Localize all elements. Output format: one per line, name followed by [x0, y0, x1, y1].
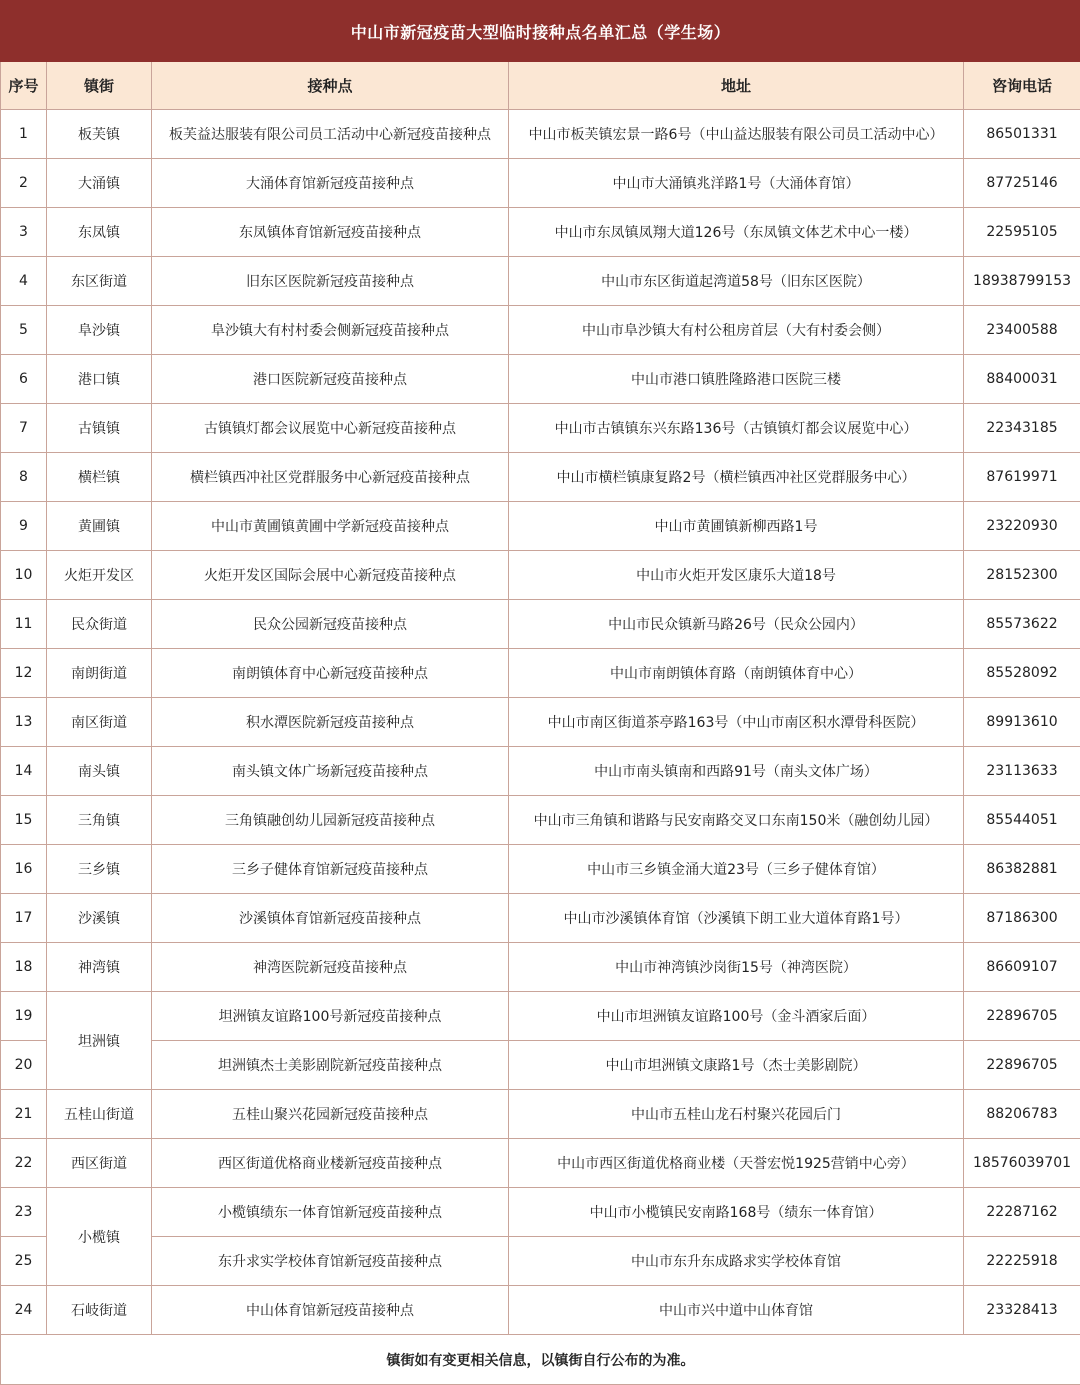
cell-seq: 19	[1, 992, 47, 1041]
cell-site: 沙溪镇体育馆新冠疫苗接种点	[152, 894, 509, 943]
cell-town: 五桂山街道	[47, 1090, 152, 1139]
cell-site: 坦洲镇杰士美影剧院新冠疫苗接种点	[152, 1041, 509, 1090]
cell-town: 东区街道	[47, 257, 152, 306]
cell-site: 三乡子健体育馆新冠疫苗接种点	[152, 845, 509, 894]
cell-seq: 13	[1, 698, 47, 747]
cell-site: 坦洲镇友谊路100号新冠疫苗接种点	[152, 992, 509, 1041]
cell-phone: 23220930	[964, 502, 1080, 551]
cell-seq: 2	[1, 159, 47, 208]
table-row	[1, 1286, 1080, 1335]
cell-seq: 21	[1, 1090, 47, 1139]
cell-seq: 1	[1, 110, 47, 159]
cell-town: 南区街道	[47, 698, 152, 747]
cell-site: 横栏镇西冲社区党群服务中心新冠疫苗接种点	[152, 453, 509, 502]
cell-town: 大涌镇	[47, 159, 152, 208]
table-row	[1, 1090, 1080, 1139]
cell-address: 中山市南头镇南和西路91号（南头文体广场）	[509, 747, 964, 796]
cell-site: 中山体育馆新冠疫苗接种点	[152, 1286, 509, 1335]
cell-address: 中山市三角镇和谐路与民安南路交叉口东南150米（融创幼儿园）	[509, 796, 964, 845]
cell-seq: 8	[1, 453, 47, 502]
table-row	[1, 404, 1080, 453]
header-town: 镇街	[47, 62, 152, 110]
cell-town: 东凤镇	[47, 208, 152, 257]
cell-town: 三角镇	[47, 796, 152, 845]
cell-town: 板芙镇	[47, 110, 152, 159]
cell-site: 大涌体育馆新冠疫苗接种点	[152, 159, 509, 208]
cell-town: 三乡镇	[47, 845, 152, 894]
table-row	[1, 159, 1080, 208]
cell-seq: 16	[1, 845, 47, 894]
cell-phone: 22896705	[964, 992, 1080, 1041]
cell-phone: 18576039701	[964, 1139, 1080, 1188]
cell-phone: 22595105	[964, 208, 1080, 257]
table-row	[1, 992, 1080, 1041]
cell-address: 中山市港口镇胜隆路港口医院三楼	[509, 355, 964, 404]
header-address: 地址	[509, 62, 964, 110]
cell-seq: 25	[1, 1237, 47, 1286]
cell-site: 三角镇融创幼儿园新冠疫苗接种点	[152, 796, 509, 845]
cell-seq: 7	[1, 404, 47, 453]
cell-town: 火炬开发区	[47, 551, 152, 600]
cell-address: 中山市西区街道优格商业楼（天誉宏悦1925营销中心旁）	[509, 1139, 964, 1188]
cell-site: 五桂山聚兴花园新冠疫苗接种点	[152, 1090, 509, 1139]
table-row	[1, 551, 1080, 600]
cell-phone: 22225918	[964, 1237, 1080, 1286]
table-row	[1, 208, 1080, 257]
cell-address: 中山市古镇镇东兴东路136号（古镇镇灯都会议展览中心）	[509, 404, 964, 453]
table-row	[1, 306, 1080, 355]
cell-site: 火炬开发区国际会展中心新冠疫苗接种点	[152, 551, 509, 600]
cell-seq: 10	[1, 551, 47, 600]
cell-site: 积水潭医院新冠疫苗接种点	[152, 698, 509, 747]
cell-address: 中山市大涌镇兆洋路1号（大涌体育馆）	[509, 159, 964, 208]
cell-address: 中山市五桂山龙石村聚兴花园后门	[509, 1090, 964, 1139]
cell-site: 南头镇文体广场新冠疫苗接种点	[152, 747, 509, 796]
cell-seq: 14	[1, 747, 47, 796]
cell-phone: 86609107	[964, 943, 1080, 992]
cell-address: 中山市神湾镇沙岗街15号（神湾医院）	[509, 943, 964, 992]
cell-address: 中山市沙溪镇体育馆（沙溪镇下朗工业大道体育路1号）	[509, 894, 964, 943]
table-title: 中山市新冠疫苗大型临时接种点名单汇总（学生场）	[1, 1, 1080, 62]
cell-town: 民众街道	[47, 600, 152, 649]
footer-note: 镇街如有变更相关信息，以镇街自行公布的为准。	[1, 1335, 1080, 1385]
cell-address: 中山市东区街道起湾道58号（旧东区医院）	[509, 257, 964, 306]
table-row	[1, 1041, 1080, 1090]
table-row	[1, 453, 1080, 502]
cell-seq: 15	[1, 796, 47, 845]
cell-town: 南头镇	[47, 747, 152, 796]
cell-seq: 17	[1, 894, 47, 943]
cell-address: 中山市横栏镇康复路2号（横栏镇西冲社区党群服务中心）	[509, 453, 964, 502]
table-row	[1, 355, 1080, 404]
cell-phone: 89913610	[964, 698, 1080, 747]
table-row	[1, 943, 1080, 992]
cell-phone: 23328413	[964, 1286, 1080, 1335]
cell-site: 阜沙镇大有村村委会侧新冠疫苗接种点	[152, 306, 509, 355]
cell-site: 旧东区医院新冠疫苗接种点	[152, 257, 509, 306]
cell-town: 阜沙镇	[47, 306, 152, 355]
cell-phone: 85544051	[964, 796, 1080, 845]
cell-address: 中山市三乡镇金涌大道23号（三乡子健体育馆）	[509, 845, 964, 894]
header-site: 接种点	[152, 62, 509, 110]
cell-site: 西区街道优格商业楼新冠疫苗接种点	[152, 1139, 509, 1188]
cell-address: 中山市南区街道茶亭路163号（中山市南区积水潭骨科医院）	[509, 698, 964, 747]
cell-address: 中山市小榄镇民安南路168号（绩东一体育馆）	[509, 1188, 964, 1237]
cell-phone: 88400031	[964, 355, 1080, 404]
table-row	[1, 502, 1080, 551]
cell-seq: 9	[1, 502, 47, 551]
cell-seq: 11	[1, 600, 47, 649]
cell-address: 中山市火炬开发区康乐大道18号	[509, 551, 964, 600]
cell-town: 沙溪镇	[47, 894, 152, 943]
cell-phone: 86501331	[964, 110, 1080, 159]
cell-site: 民众公园新冠疫苗接种点	[152, 600, 509, 649]
table-row	[1, 747, 1080, 796]
cell-address: 中山市南朗镇体育路（南朗镇体育中心）	[509, 649, 964, 698]
cell-site: 南朗镇体育中心新冠疫苗接种点	[152, 649, 509, 698]
cell-site: 小榄镇绩东一体育馆新冠疫苗接种点	[152, 1188, 509, 1237]
cell-address: 中山市民众镇新马路26号（民众公园内）	[509, 600, 964, 649]
cell-phone: 23113633	[964, 747, 1080, 796]
cell-phone: 86382881	[964, 845, 1080, 894]
cell-seq: 3	[1, 208, 47, 257]
cell-phone: 87619971	[964, 453, 1080, 502]
cell-address: 中山市黄圃镇新柳西路1号	[509, 502, 964, 551]
cell-seq: 5	[1, 306, 47, 355]
cell-phone: 87186300	[964, 894, 1080, 943]
cell-phone: 22343185	[964, 404, 1080, 453]
cell-seq: 22	[1, 1139, 47, 1188]
table-row	[1, 698, 1080, 747]
table-row	[1, 894, 1080, 943]
cell-town: 黄圃镇	[47, 502, 152, 551]
table-body	[1, 110, 1080, 1335]
table-row	[1, 600, 1080, 649]
table-row	[1, 257, 1080, 306]
cell-site: 中山市黄圃镇黄圃中学新冠疫苗接种点	[152, 502, 509, 551]
cell-town: 神湾镇	[47, 943, 152, 992]
cell-address: 中山市坦洲镇文康路1号（杰士美影剧院）	[509, 1041, 964, 1090]
table-row	[1, 796, 1080, 845]
cell-address: 中山市兴中道中山体育馆	[509, 1286, 964, 1335]
cell-address: 中山市东升东成路求实学校体育馆	[509, 1237, 964, 1286]
cell-seq: 20	[1, 1041, 47, 1090]
cell-seq: 4	[1, 257, 47, 306]
table-row	[1, 845, 1080, 894]
cell-town: 小榄镇	[47, 1188, 152, 1286]
cell-phone: 87725146	[964, 159, 1080, 208]
cell-town: 古镇镇	[47, 404, 152, 453]
header-row	[1, 62, 1080, 110]
cell-phone: 28152300	[964, 551, 1080, 600]
cell-address: 中山市东凤镇凤翔大道126号（东凤镇文体艺术中心一楼）	[509, 208, 964, 257]
header-phone: 咨询电话	[964, 62, 1080, 110]
cell-site: 港口医院新冠疫苗接种点	[152, 355, 509, 404]
cell-site: 板芙益达服装有限公司员工活动中心新冠疫苗接种点	[152, 110, 509, 159]
cell-address: 中山市板芙镇宏景一路6号（中山益达服装有限公司员工活动中心）	[509, 110, 964, 159]
cell-phone: 85528092	[964, 649, 1080, 698]
cell-phone: 88206783	[964, 1090, 1080, 1139]
cell-site: 古镇镇灯都会议展览中心新冠疫苗接种点	[152, 404, 509, 453]
cell-town: 横栏镇	[47, 453, 152, 502]
cell-seq: 12	[1, 649, 47, 698]
cell-phone: 85573622	[964, 600, 1080, 649]
cell-seq: 18	[1, 943, 47, 992]
cell-town: 南朗街道	[47, 649, 152, 698]
cell-site: 神湾医院新冠疫苗接种点	[152, 943, 509, 992]
cell-seq: 23	[1, 1188, 47, 1237]
cell-phone: 18938799153	[964, 257, 1080, 306]
cell-town: 西区街道	[47, 1139, 152, 1188]
cell-site: 东凤镇体育馆新冠疫苗接种点	[152, 208, 509, 257]
table-row	[1, 649, 1080, 698]
cell-address: 中山市坦洲镇友谊路100号（金斗酒家后面）	[509, 992, 964, 1041]
cell-town: 港口镇	[47, 355, 152, 404]
cell-seq: 24	[1, 1286, 47, 1335]
table-row	[1, 1139, 1080, 1188]
cell-phone: 22896705	[964, 1041, 1080, 1090]
header-seq: 序号	[1, 62, 47, 110]
table-row	[1, 110, 1080, 159]
cell-address: 中山市阜沙镇大有村公租房首层（大有村委会侧）	[509, 306, 964, 355]
cell-phone: 23400588	[964, 306, 1080, 355]
table-row	[1, 1237, 1080, 1286]
cell-town: 坦洲镇	[47, 992, 152, 1090]
table-row	[1, 1188, 1080, 1237]
cell-seq: 6	[1, 355, 47, 404]
cell-phone: 22287162	[964, 1188, 1080, 1237]
cell-town: 石岐街道	[47, 1286, 152, 1335]
cell-site: 东升求实学校体育馆新冠疫苗接种点	[152, 1237, 509, 1286]
